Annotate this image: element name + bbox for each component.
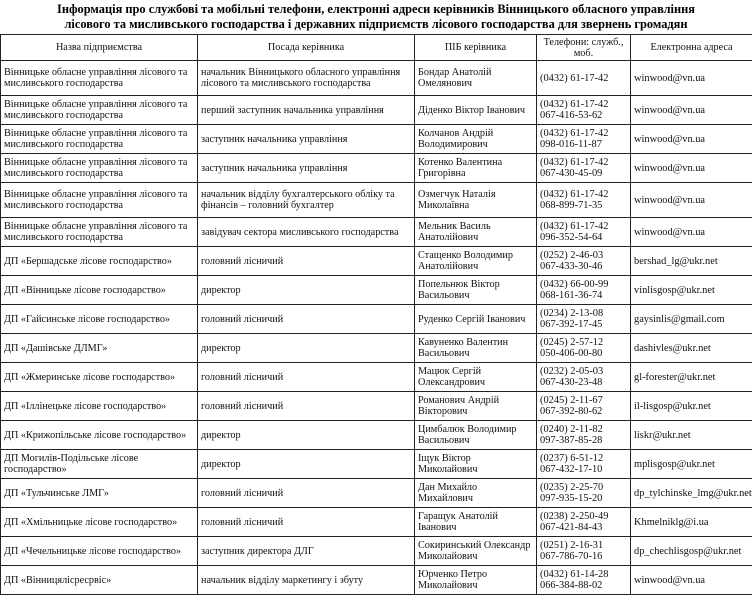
name-line: Миколайович — [418, 580, 478, 591]
phone-line: 050-406-00-80 — [540, 348, 603, 359]
name-line: Стащенко Володимир — [418, 250, 513, 261]
email-link[interactable]: dp_chechlisgosp@ukr.net — [631, 537, 752, 566]
position-cell: заступник начальника управління — [198, 125, 415, 154]
phones-cell — [537, 125, 631, 154]
name-line: Михайлович — [418, 493, 474, 504]
phones-cell — [537, 537, 631, 566]
phone-line: 068-161-36-74 — [540, 290, 603, 301]
manager-name-cell — [415, 61, 537, 96]
table-row — [1, 450, 752, 479]
phone-line: (0235) 2-25-70 — [540, 482, 604, 493]
position-cell: заступник директора ДЛГ — [198, 537, 415, 566]
phones-cell — [537, 154, 631, 183]
organization-cell: ДП «Вінницялісресрвіс» — [1, 566, 198, 595]
phones-cell — [537, 96, 631, 125]
name-line: Колчанов Андрій — [418, 128, 494, 139]
phone-line: (0432) 61-17-42 — [540, 221, 609, 232]
name-line: Омелянович — [418, 78, 473, 89]
name-line: Олександрович — [418, 377, 486, 388]
manager-name-cell — [415, 183, 537, 218]
table-row — [1, 392, 752, 421]
table-row — [1, 479, 752, 508]
phones-cell — [537, 218, 631, 247]
table-row — [1, 218, 752, 247]
table-row — [1, 421, 752, 450]
name-line: Анатолійович — [418, 261, 479, 272]
organization-cell: Вінницьке обласне управління лісового та мисливського господарства — [1, 96, 198, 125]
manager-name-cell — [415, 566, 537, 595]
organization-cell: ДП «Вінницьке лісове господарство» — [1, 276, 198, 305]
position-cell: головний лісничий — [198, 479, 415, 508]
name-line: Кавуненко Валентин — [418, 337, 509, 348]
phone-line: 067-421-84-43 — [540, 522, 603, 533]
organization-cell: ДП «Крижопільське лісове господарство» — [1, 421, 198, 450]
manager-name-cell — [415, 247, 537, 276]
phone-line: 067-392-80-62 — [540, 406, 603, 417]
table-row — [1, 125, 752, 154]
phone-line: (0432) 61-14-28 — [540, 569, 609, 580]
phone-line: (0251) 2-16-31 — [540, 540, 604, 551]
email-link[interactable]: winwood@vn.ua — [631, 183, 752, 218]
phones-cell — [537, 450, 631, 479]
phone-line: 097-387-85-28 — [540, 435, 603, 446]
organization-cell: ДП «Чечельницьке лісове господарство» — [1, 537, 198, 566]
name-line: Васильович — [418, 290, 470, 301]
header-manager-name: ПІБ керівника — [415, 35, 537, 61]
email-link[interactable]: winwood@vn.ua — [631, 96, 752, 125]
table-row — [1, 305, 752, 334]
name-line: Васильович — [418, 435, 470, 446]
manager-name-cell — [415, 218, 537, 247]
table-row — [1, 183, 752, 218]
table-row — [1, 61, 752, 96]
phones-cell — [537, 183, 631, 218]
position-cell: заступник начальника управління — [198, 154, 415, 183]
organization-cell: Вінницьке обласне управління лісового та мисливського господарства — [1, 154, 198, 183]
phone-line: (0432) 61-17-42 — [540, 189, 609, 200]
name-line: Озмегчук Наталія — [418, 189, 496, 200]
phone-line: (0238) 2-250-49 — [540, 511, 609, 522]
document-title — [0, 0, 752, 34]
title-line-2: лісового та мисливського господарства і державних підприємств лісового господарства для звернень громадян — [64, 17, 688, 31]
header-organization: Назва підприємства — [1, 35, 198, 61]
email-link[interactable]: vinlisgosp@ukr.net — [631, 276, 752, 305]
email-link[interactable]: mplisgosp@ukr.net — [631, 450, 752, 479]
organization-cell: Вінницьке обласне управління лісового та мисливського господарства — [1, 125, 198, 154]
name-line: Юрченко Петро — [418, 569, 488, 580]
email-link[interactable]: gaysinlis@gmail.com — [631, 305, 752, 334]
email-link[interactable]: bershad_lg@ukr.net — [631, 247, 752, 276]
name-line: Романович Андрій — [418, 395, 500, 406]
phones-cell — [537, 479, 631, 508]
phone-line: (0432) 61-17-42 — [540, 128, 609, 139]
phones-cell — [537, 363, 631, 392]
manager-name-cell — [415, 96, 537, 125]
name-line: Котенко Валентина — [418, 157, 503, 168]
position-cell: головний лісничий — [198, 363, 415, 392]
name-line: Володимирович — [418, 139, 488, 150]
position-cell: завідувач сектора мисливського господарства — [198, 218, 415, 247]
email-link[interactable]: winwood@vn.ua — [631, 125, 752, 154]
phone-line: (0237) 6-51-12 — [540, 453, 604, 464]
phone-line: (0240) 2-11-82 — [540, 424, 603, 435]
name-line: Васильович — [418, 348, 470, 359]
organization-cell: ДП «Бершадське лісове господарство» — [1, 247, 198, 276]
position-cell: головний лісничий — [198, 305, 415, 334]
phone-line: (0234) 2-13-08 — [540, 308, 604, 319]
phone-line: (0432) 61-17-42 — [540, 157, 609, 168]
name-line: Бондар Анатолій — [418, 67, 492, 78]
email-link[interactable]: Khmelniklg@i.ua — [631, 508, 752, 537]
name-line: Сокиринський Олександр — [418, 540, 531, 551]
position-cell: директор — [198, 334, 415, 363]
position-cell: начальник Вінницького обласного управління лісового та мисливського господарства — [198, 61, 415, 96]
email-link[interactable]: winwood@vn.ua — [631, 61, 752, 96]
organization-cell: ДП «Іллінецьке лісове господарство» — [1, 392, 198, 421]
manager-name-cell — [415, 154, 537, 183]
organization-cell: ДП «Дашівське ДЛМГ» — [1, 334, 198, 363]
phones-cell — [537, 334, 631, 363]
phones-cell — [537, 61, 631, 96]
manager-name-cell — [415, 421, 537, 450]
name-line: Миколайович — [418, 464, 478, 475]
phone-line: (0432) 61-17-42 — [540, 72, 609, 84]
phone-line: 068-899-71-35 — [540, 200, 603, 211]
manager-name-cell — [415, 479, 537, 508]
table-row — [1, 508, 752, 537]
organization-cell: ДП «Гайсинське лісове господарство» — [1, 305, 198, 334]
table-header-row — [1, 35, 752, 61]
organization-cell: ДП «Тульчинське ЛМГ» — [1, 479, 198, 508]
phone-line: 098-016-11-87 — [540, 139, 602, 150]
table-row — [1, 334, 752, 363]
name-line: Мацюк Сергій — [418, 366, 482, 377]
manager-name-cell — [415, 392, 537, 421]
phone-line: 067-786-70-16 — [540, 551, 603, 562]
position-cell: директор — [198, 450, 415, 479]
position-cell: головний лісничий — [198, 508, 415, 537]
email-link[interactable]: winwood@vn.ua — [631, 566, 752, 595]
table-row — [1, 363, 752, 392]
organization-cell: ДП «Жмеринське лісове господарство» — [1, 363, 198, 392]
name-line: Іщук Віктор — [418, 453, 471, 464]
phones-cell — [537, 421, 631, 450]
name-line: Анатолійович — [418, 232, 479, 243]
manager-name-cell — [415, 334, 537, 363]
position-cell: директор — [198, 421, 415, 450]
position-cell: перший заступник начальника управління — [198, 96, 415, 125]
phones-cell — [537, 276, 631, 305]
position-cell: начальник відділу бухгалтерського обліку та фінансів – головний бухгалтер — [198, 183, 415, 218]
email-link[interactable]: winwood@vn.ua — [631, 218, 752, 247]
email-link[interactable]: gl-forester@ukr.net — [631, 363, 752, 392]
position-cell: начальник відділу маркетингу і збуту — [198, 566, 415, 595]
phone-line: (0432) 66-00-99 — [540, 279, 609, 290]
table-body — [1, 61, 752, 595]
manager-name-cell — [415, 508, 537, 537]
phone-line: 066-384-88-02 — [540, 580, 603, 591]
contacts-table — [0, 34, 752, 595]
table-row — [1, 566, 752, 595]
organization-cell: Вінницьке обласне управління лісового та мисливського господарства — [1, 61, 198, 96]
phones-cell — [537, 392, 631, 421]
phones-cell — [537, 247, 631, 276]
phone-line: 067-430-23-48 — [540, 377, 603, 388]
name-line: Гаращук Анатолій — [418, 511, 498, 522]
table-row — [1, 276, 752, 305]
manager-name-cell — [415, 305, 537, 334]
phone-line: 067-433-30-46 — [540, 261, 603, 272]
phone-line: 067-432-17-10 — [540, 464, 603, 475]
email-link[interactable]: dp_tylchinske_lmg@ukr.net — [631, 479, 752, 508]
phones-cell — [537, 508, 631, 537]
phone-line: 097-935-15-20 — [540, 493, 603, 504]
phone-line: (0245) 2-57-12 — [540, 337, 604, 348]
title-line-1: Інформація про службові та мобільні телефони, електронні адреси керівників Вінницького обласного управління — [57, 2, 695, 16]
phone-line: (0245) 2-11-67 — [540, 395, 603, 406]
name-line: Діденко Віктор Іванович — [418, 104, 526, 116]
phone-line: (0252) 2-46-03 — [540, 250, 604, 261]
table-row — [1, 537, 752, 566]
phone-line: (0432) 61-17-42 — [540, 99, 609, 110]
phone-line: 067-430-45-09 — [540, 168, 603, 179]
name-line: Руденко Сергій Іванович — [418, 313, 526, 325]
name-line: Мельник Василь — [418, 221, 491, 232]
table-row — [1, 96, 752, 125]
header-position: Посада керівника — [198, 35, 415, 61]
name-line: Вікторович — [418, 406, 468, 417]
manager-name-cell — [415, 276, 537, 305]
organization-cell: ДП Могилів-Подільське лісове господарство» — [1, 450, 198, 479]
organization-cell: Вінницьке обласне управління лісового та мисливського господарства — [1, 218, 198, 247]
name-line: Григорівна — [418, 168, 466, 179]
email-link[interactable]: dashivles@ukr.net — [631, 334, 752, 363]
phones-cell — [537, 305, 631, 334]
manager-name-cell — [415, 450, 537, 479]
phone-line: 096-352-54-64 — [540, 232, 603, 243]
organization-cell: ДП «Хмільницьке лісове господарство» — [1, 508, 198, 537]
header-phones: Телефони: служб., моб. — [537, 35, 631, 61]
name-line: Попельнюк Віктор — [418, 279, 500, 290]
email-link[interactable]: winwood@vn.ua — [631, 154, 752, 183]
phones-cell — [537, 566, 631, 595]
name-line: Дан Михайло — [418, 482, 478, 493]
manager-name-cell — [415, 537, 537, 566]
name-line: Миколаївна — [418, 200, 470, 211]
name-line: Миколайович — [418, 551, 478, 562]
email-link[interactable]: il-lisgosp@ukr.net — [631, 392, 752, 421]
position-cell: головний лісничий — [198, 392, 415, 421]
position-cell: директор — [198, 276, 415, 305]
name-line: Іванович — [418, 522, 457, 533]
organization-cell: Вінницьке обласне управління лісового та мисливського господарства — [1, 183, 198, 218]
phone-line: 067-416-53-62 — [540, 110, 603, 121]
table-row — [1, 247, 752, 276]
header-email: Електронна адреса — [631, 35, 752, 61]
position-cell: головний лісничий — [198, 247, 415, 276]
phone-line: (0232) 2-05-03 — [540, 366, 604, 377]
email-link[interactable]: liskr@ukr.net — [631, 421, 752, 450]
manager-name-cell — [415, 363, 537, 392]
name-line: Цимбалюк Володимир — [418, 424, 517, 435]
phone-line: 067-392-17-45 — [540, 319, 603, 330]
manager-name-cell — [415, 125, 537, 154]
table-row — [1, 154, 752, 183]
